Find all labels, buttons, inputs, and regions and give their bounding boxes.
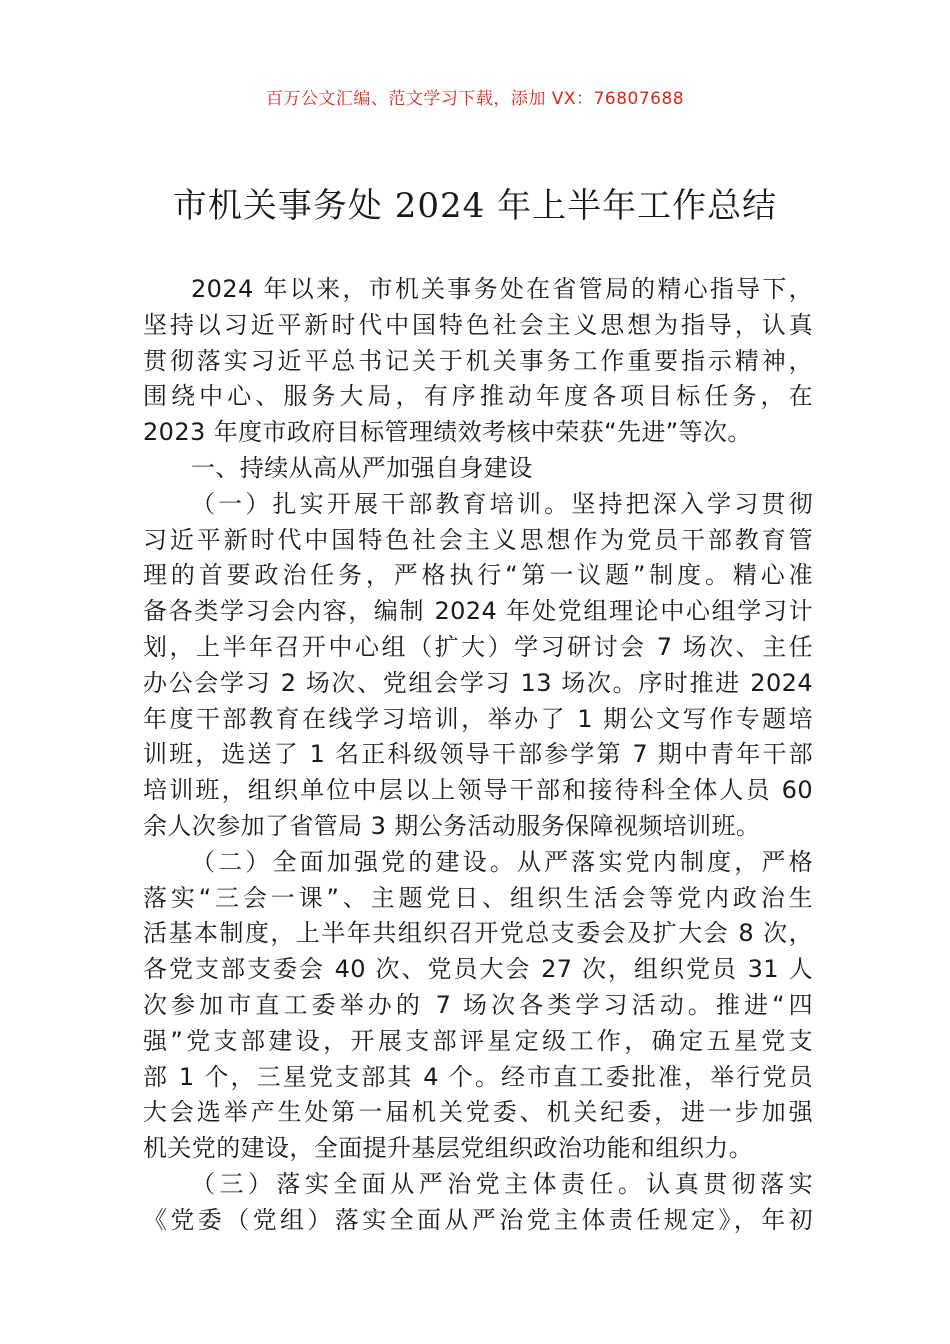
text-line: 各党支部支委会 40 次、党员大会 27 次，组织党员 31 人 xyxy=(143,955,813,984)
text-line: 办公会学习 2 场次、党组会学习 13 场次。序时推进 2024 xyxy=(143,668,813,697)
text-line: （一）扎实开展干部教育培训。坚持把深入学习贯彻 xyxy=(191,489,813,518)
text-line: 强”党支部建设，开展支部评星定级工作，确定五星党支 xyxy=(143,1026,813,1055)
text-line: 围绕中心、服务大局，有序推动年度各项目标任务，在 xyxy=(143,382,813,411)
text-line: 备各类学习会内容，编制 2024 年处党组理论中心组学习计 xyxy=(143,597,813,626)
text-line: 坚持以习近平新时代中国特色社会主义思想为指导，认真 xyxy=(143,310,813,339)
text-line: 大会选举产生处第一届机关党委、机关纪委，进一步加强 xyxy=(143,1098,813,1127)
document-body xyxy=(143,272,813,1239)
text-line: 理的首要政治任务，严格执行“第一议题”制度。精心准 xyxy=(143,561,813,590)
section-heading: 一、持续从高从严加强自身建设 xyxy=(191,453,533,482)
text-line: 机关党的建设，全面提升基层党组织政治功能和组织力。 xyxy=(143,1134,753,1163)
text-line: （三）落实全面从严治党主体责任。认真贯彻落实 xyxy=(191,1169,813,1198)
text-line: 培训班，组织单位中层以上领导干部和接待科全体人员 60 xyxy=(143,776,813,805)
text-line: 2024 年以来，市机关事务处在省管局的精心指导下， xyxy=(191,275,813,303)
text-line: 《党委（党组）落实全面从严治党主体责任规定》，年初 xyxy=(143,1205,813,1234)
text-line: 活基本制度，上半年共组织召开党总支委会及扩大会 8 次， xyxy=(143,919,813,948)
download-notice: 百万公文汇编、范文学习下载，添加 VX：76807688 xyxy=(265,89,685,109)
text-line: 训班，选送了 1 名正科级领导干部参学第 7 期中青年干部 xyxy=(143,740,813,769)
text-line: 贯彻落实习近平总书记关于机关事务工作重要指示精神， xyxy=(143,346,813,375)
text-line: （二）全面加强党的建设。从严落实党内制度，严格 xyxy=(191,847,813,876)
text-line: 部 1 个，三星党支部其 4 个。经市直工委批准，举行党员 xyxy=(143,1062,813,1091)
text-line: 余人次参加了省管局 3 期公务活动服务保障视频培训班。 xyxy=(143,811,761,840)
text-line: 次参加市直工委举办的 7 场次各类学习活动。推进“四 xyxy=(143,990,813,1019)
text-line: 年度干部教育在线学习培训，举办了 1 期公文写作专题培 xyxy=(143,704,813,733)
text-line: 2023 年度市政府目标管理绩效考核中荣获“先进”等次。 xyxy=(143,418,752,447)
document-title: 市机关事务处 2024 年上半年工作总结 xyxy=(172,186,778,226)
text-line: 落实“三会一课”、主题党日、组织生活会等党内政治生 xyxy=(143,883,813,912)
text-line: 习近平新时代中国特色社会主义思想作为党员干部教育管 xyxy=(143,525,813,554)
text-line: 划，上半年召开中心组（扩大）学习研讨会 7 场次、主任 xyxy=(143,632,813,661)
